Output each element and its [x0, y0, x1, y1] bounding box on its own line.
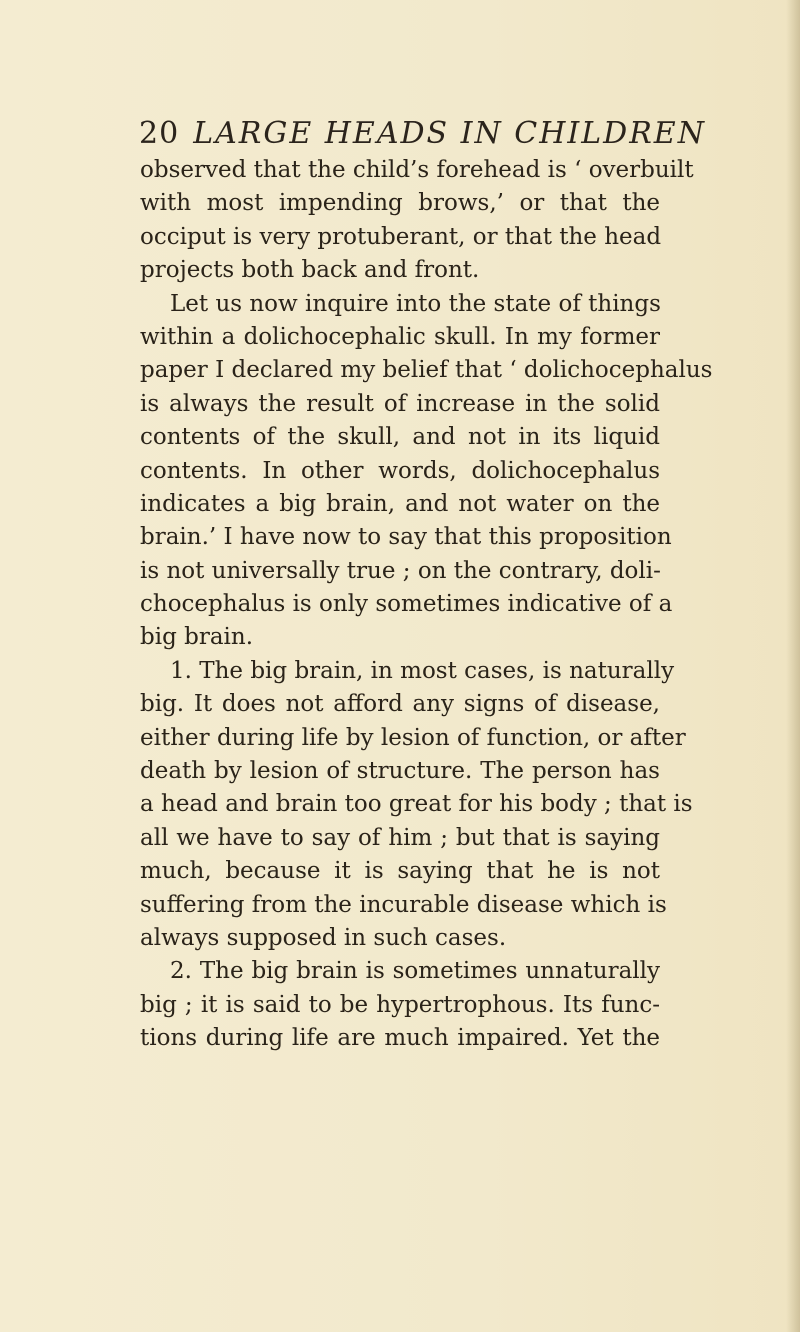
text-line: chocephalus is only sometimes indicative of a [140, 591, 673, 618]
text-line: tions during life are much impaired. Yet the [140, 1025, 660, 1052]
text-line: big ; it is said to be hypertrophous. Its func- [140, 991, 660, 1018]
text-line: big. It does not afford any signs of disease, [140, 691, 660, 718]
running-head [139, 116, 706, 151]
text-line: brain.’ I have now to say that this proposition [140, 524, 672, 551]
text-line: is not universally true ; on the contrary, doli- [140, 557, 661, 584]
page-number: 20 [139, 116, 180, 151]
text-line: projects both back and front. [140, 257, 480, 284]
text-line: big brain. [140, 624, 254, 651]
body-text [140, 154, 713, 1056]
text-line: suffering from the incurable disease which is [140, 891, 667, 918]
text-line: always supposed in such cases. [140, 924, 507, 951]
text-line: paper I declared my belief that ‘ dolichocephalus [140, 357, 713, 384]
text-line: much, because it is saying that he is not [140, 858, 660, 885]
running-title: LARGE HEADS IN CHILDREN [193, 116, 706, 151]
text-line: with most impending brows,’ or that the [140, 190, 660, 217]
text-line: death by lesion of structure. The person has [140, 758, 660, 785]
text-line: either during life by lesion of function, or after [140, 724, 686, 751]
text-line: Let us now inquire into the state of things [170, 290, 661, 317]
text-line: contents of the skull, and not in its liquid [140, 424, 660, 451]
text-line: occiput is very protuberant, or that the head [140, 223, 662, 250]
text-line: 1. The big brain, in most cases, is naturally [170, 657, 675, 684]
text-line: indicates a big brain, and not water on the [140, 490, 660, 517]
text-line: is always the result of increase in the solid [140, 390, 660, 417]
text-line: within a dolichocephalic skull. In my former [140, 323, 660, 350]
page-edge-shadow [786, 0, 800, 1332]
text-line: observed that the child’s forehead is ‘ overbuilt [140, 157, 694, 183]
text-line: all we have to say of him ; but that is saying [140, 824, 660, 851]
text-line: contents. In other words, dolichocephalus [140, 457, 660, 484]
text-line: a head and brain too great for his body ; that is [140, 791, 693, 818]
text-line: 2. The big brain is sometimes unnaturally [170, 958, 660, 985]
